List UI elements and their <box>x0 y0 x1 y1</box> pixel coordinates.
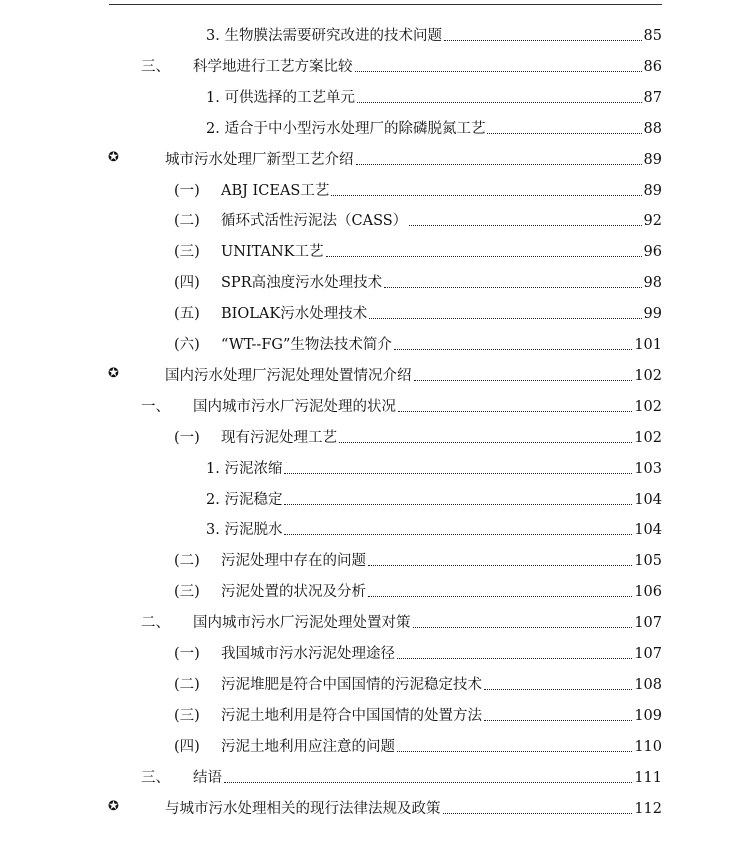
toc-entry-page-number: 85 <box>643 28 662 44</box>
dot-leader <box>369 318 641 319</box>
toc-entry-title: 与城市污水处理相关的现行法律法规及政策 <box>165 800 441 817</box>
dot-leader <box>414 380 633 381</box>
toc-entry-title: 国内城市污水厂污泥处理处置对策 <box>193 615 411 632</box>
toc-entry-title: 1. 污泥浓缩 <box>206 460 283 477</box>
toc-entry[interactable] <box>174 269 662 293</box>
toc-entry[interactable] <box>141 609 662 633</box>
header-rule <box>109 4 662 5</box>
toc-entry-page-number: 92 <box>643 213 662 230</box>
toc-entry-number: (一) <box>174 429 200 446</box>
dot-leader <box>384 287 641 288</box>
toc-entry-page-number: 107 <box>634 646 662 662</box>
dot-leader <box>284 504 632 505</box>
toc-entry-page-number: 105 <box>634 553 662 570</box>
toc-entry-title: 污泥处理中存在的问题 <box>221 553 366 570</box>
dot-leader <box>339 442 632 443</box>
toc-entry-number: (三) <box>174 244 200 261</box>
toc-entry[interactable] <box>174 331 662 355</box>
toc-entry-page-number: 89 <box>643 182 662 199</box>
dot-leader <box>326 256 642 257</box>
toc-entry[interactable] <box>174 578 662 602</box>
toc-entry[interactable] <box>174 238 662 262</box>
toc-entry-page-number: 89 <box>643 151 662 168</box>
toc-entry-page-number: 104 <box>634 522 662 539</box>
toc-entry[interactable] <box>174 300 662 324</box>
toc-entry-number: (三) <box>174 707 200 724</box>
toc-entry[interactable] <box>174 177 662 201</box>
toc-entry[interactable] <box>141 764 662 788</box>
dot-leader <box>284 534 632 535</box>
toc-entry-title: 3. 污泥脱水 <box>206 522 283 539</box>
toc-entry-page-number: 88 <box>643 120 662 137</box>
dot-leader <box>397 751 632 752</box>
toc-entry-number: 一、 <box>141 398 170 415</box>
toc-entry-page-number: 110 <box>634 738 662 755</box>
dot-leader <box>444 40 642 41</box>
toc-entry-title: 污泥处置的状况及分析 <box>221 584 366 601</box>
toc-entry[interactable] <box>174 702 662 726</box>
dot-leader <box>484 720 632 721</box>
toc-entry-page-number: 101 <box>634 337 662 353</box>
dot-leader <box>224 782 632 783</box>
toc-entry-title: 国内污水处理厂污泥处理处置情况介绍 <box>165 367 412 384</box>
toc-entry-title: 我国城市污水污泥处理途径 <box>221 646 395 662</box>
toc-entry-title: UNITANK工艺 <box>221 244 324 261</box>
toc-entry-number: (二) <box>174 676 200 693</box>
dot-leader <box>394 349 632 350</box>
toc-entry-number: (六) <box>174 337 200 353</box>
toc-entry[interactable] <box>141 393 662 417</box>
toc-entry-page-number: 108 <box>634 676 662 693</box>
dot-leader <box>487 133 641 134</box>
toc-entry[interactable] <box>174 733 662 757</box>
toc-entry[interactable] <box>206 486 662 510</box>
toc-entry-title: 循环式活性污泥法（CASS） <box>221 213 408 230</box>
toc-entry-number: (二) <box>174 213 200 230</box>
toc-entry-title: 3. 生物膜法需要研究改进的技术问题 <box>206 28 442 44</box>
toc-entry-page-number: 99 <box>643 306 662 323</box>
toc-entry-page-number: 96 <box>643 244 662 261</box>
dot-leader <box>284 473 632 474</box>
toc-entry-title: 结语 <box>193 769 222 786</box>
toc-entry-title: ABJ ICEAS工艺 <box>221 182 330 199</box>
dot-leader <box>355 71 642 72</box>
toc-entry-page-number: 102 <box>634 367 662 384</box>
toc-entry-number: (一) <box>174 646 200 662</box>
toc-entry-title: 污泥堆肥是符合中国国情的污泥稳定技术 <box>221 676 482 693</box>
toc-entry[interactable] <box>206 115 662 139</box>
toc-entry[interactable] <box>108 795 662 819</box>
toc-entry-title: 1. 可供选择的工艺单元 <box>206 89 355 106</box>
toc-entry[interactable] <box>141 53 662 77</box>
dot-leader <box>368 596 632 597</box>
toc-entry[interactable] <box>206 84 662 108</box>
toc-entry-page-number: 102 <box>634 429 662 446</box>
star-bullet-icon: ✪ <box>108 149 119 165</box>
toc-entry-number: (四) <box>174 275 200 292</box>
toc-entry-title: 现有污泥处理工艺 <box>221 429 337 446</box>
dot-leader <box>357 102 642 103</box>
toc-entry-page-number: 109 <box>634 707 662 724</box>
dot-leader <box>484 689 632 690</box>
toc-entry-page-number: 102 <box>634 398 662 415</box>
toc-entry-number: 三、 <box>141 58 170 75</box>
toc-entry-title: 城市污水处理厂新型工艺介绍 <box>165 151 354 168</box>
toc-entry-page-number: 106 <box>634 584 662 601</box>
star-bullet-icon: ✪ <box>108 365 119 381</box>
toc-entry-number: (四) <box>174 738 200 755</box>
toc-entry-page-number: 104 <box>634 491 662 508</box>
toc-entry-number: (五) <box>174 306 200 323</box>
toc-entry[interactable] <box>108 362 662 386</box>
toc-entry-title: 国内城市污水厂污泥处理的状况 <box>193 398 396 415</box>
dot-leader <box>368 565 632 566</box>
dot-leader <box>397 658 632 659</box>
toc-entry-page-number: 112 <box>634 800 662 817</box>
dot-leader <box>331 195 641 196</box>
toc-entry-page-number: 107 <box>634 615 662 632</box>
toc-entry[interactable] <box>108 146 662 170</box>
toc-entry[interactable] <box>174 424 662 448</box>
toc-entry-number: (二) <box>174 553 200 570</box>
toc-entry[interactable] <box>174 207 662 231</box>
toc-entry[interactable] <box>206 455 662 479</box>
star-bullet-icon: ✪ <box>108 798 119 814</box>
toc-entry-page-number: 87 <box>643 89 662 106</box>
toc-entry-title: 2. 污泥稳定 <box>206 491 283 508</box>
toc-entry-page-number: 111 <box>634 769 662 786</box>
toc-entry-title: “WT--FG”生物法技术简介 <box>221 337 392 353</box>
toc-entry[interactable] <box>206 516 662 540</box>
toc-entry-page-number: 86 <box>643 58 662 75</box>
toc-entry-title: 污泥土地利用应注意的问题 <box>221 738 395 755</box>
toc-entry[interactable] <box>174 640 662 664</box>
toc-entry-page-number: 98 <box>643 275 662 292</box>
toc-entry-number: (三) <box>174 584 200 601</box>
toc-entry[interactable] <box>174 671 662 695</box>
toc-entry-number: (一) <box>174 182 200 199</box>
toc-entry[interactable] <box>206 22 662 46</box>
toc-entry-page-number: 103 <box>634 460 662 477</box>
toc-entry-number: 三、 <box>141 769 170 786</box>
dot-leader <box>443 813 633 814</box>
toc-entry[interactable] <box>174 547 662 571</box>
toc-entry-title: BIOLAK污水处理技术 <box>221 306 368 323</box>
dot-leader <box>356 164 642 165</box>
toc-entry-title: SPR高浊度污水处理技术 <box>221 275 383 292</box>
dot-leader <box>398 411 632 412</box>
toc-entry-number: 二、 <box>141 615 170 632</box>
toc-entry-title: 污泥土地利用是符合中国国情的处置方法 <box>221 707 482 724</box>
toc-entry-title: 科学地进行工艺方案比较 <box>193 58 353 75</box>
dot-leader <box>409 225 641 226</box>
dot-leader <box>413 627 633 628</box>
toc-entry-title: 2. 适合于中小型污水处理厂的除磷脱氮工艺 <box>206 120 486 137</box>
